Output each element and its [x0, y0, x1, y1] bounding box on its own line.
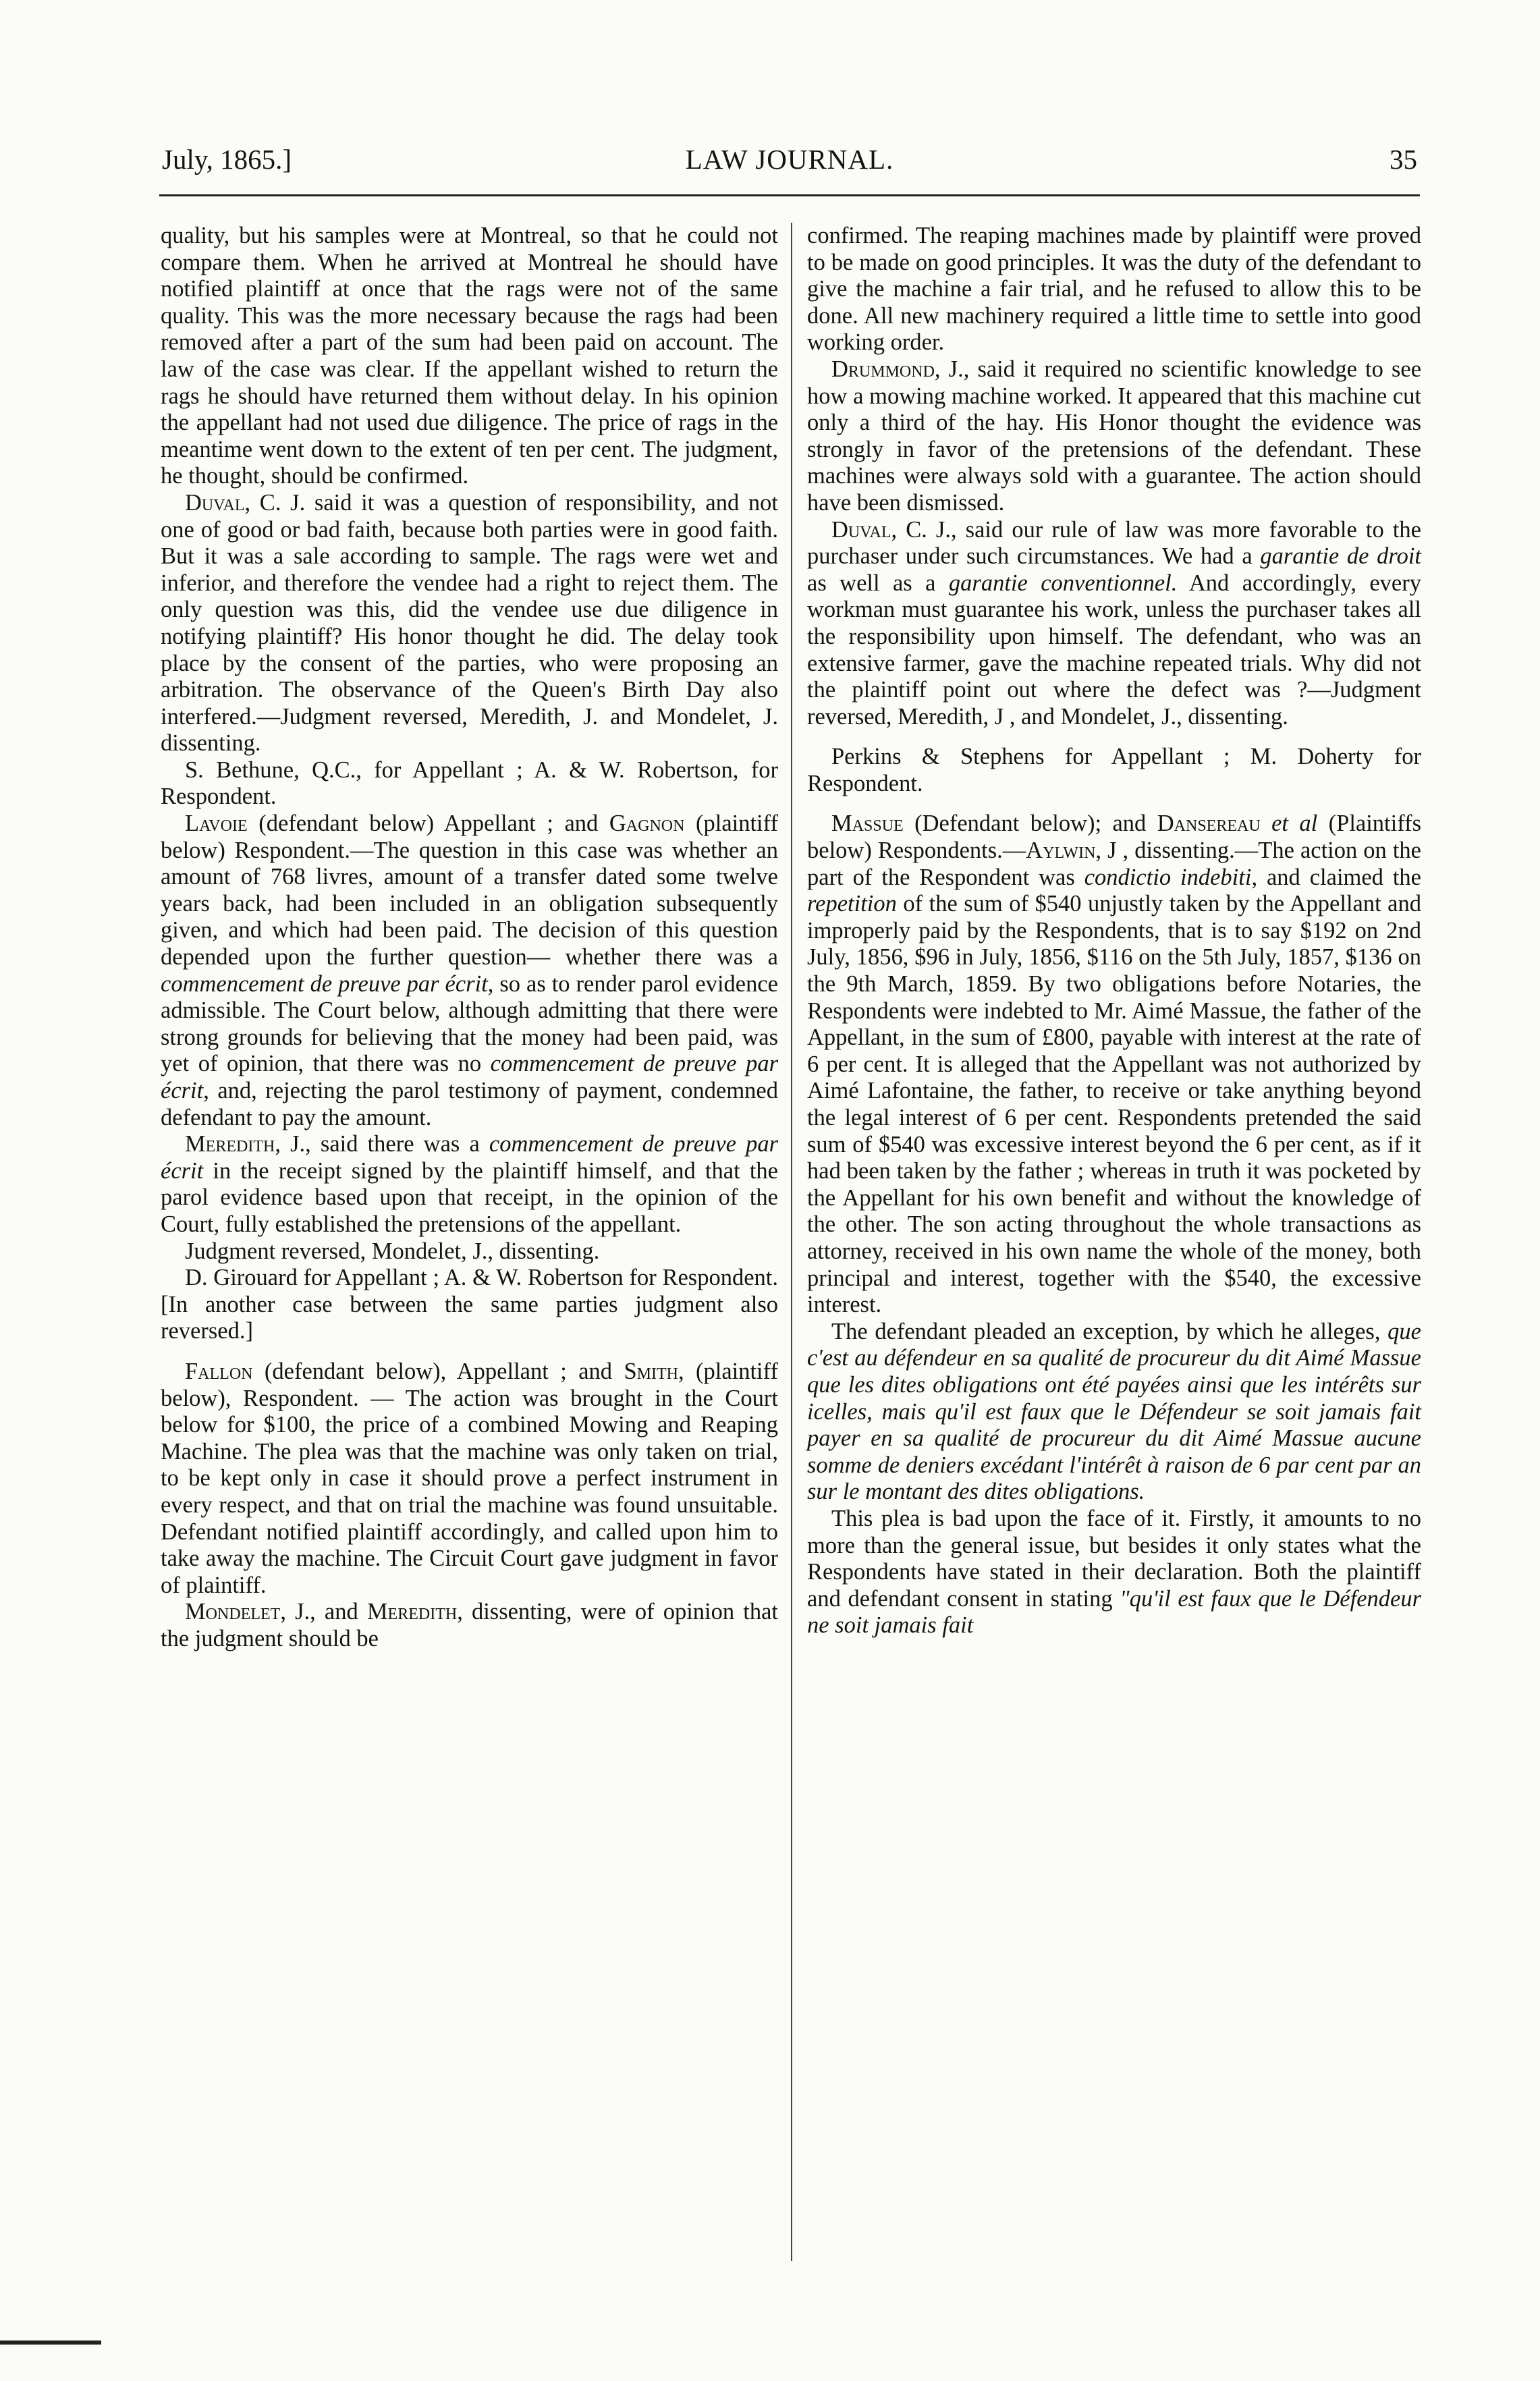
judge-name: Meredith [366, 1599, 458, 1625]
party-name: Fallon [185, 1358, 253, 1384]
paragraph: Duval, C. J., said our rule of law was more favorable to the purchaser under such circumstances. We had a garantie de droit as well as a garantie conventionnel. And accordingly, every workman must guarantee his work, unless the purchaser takes all the responsibility upon himself. The defendant, who was an extensive farmer, gave the machine repeated trials. Why did not the plaintiff point out where the defect was ?—Judgment reversed, Meredith, J , and Mondelet, J., dissenting. [807, 516, 1421, 730]
case-heading: Fallon (defendant below), Appellant ; and Smith, (plaintiff below), Respondent. — The action was brought in the Court below for $100, the price of a combined Mowing and Reaping Machine. The plea was that the machine was only taken on trial, to be kept only in case it should prove a perfect instrument in every respect, and that on trial the machine was found unsuitable. Defendant notified plaintiff accordingly, and called upon him to take away the machine. The Circuit Court gave judgment in favor of plaintiff. [161, 1358, 779, 1598]
judge-name: Aylwin [1026, 838, 1096, 864]
judge-name: Duval, C. J. [831, 516, 951, 543]
party-name: Massue [831, 811, 904, 837]
right-column [807, 223, 1421, 1639]
column-divider [791, 223, 792, 2261]
counsel-line: D. Girouard for Appellant ; A. & W. Robertson for Respondent. [In another case between the same parties judgment also reversed.] [161, 1265, 778, 1344]
page-number: 35 [1390, 144, 1417, 175]
scan-edge-mark [0, 2341, 101, 2345]
case-heading: Massue (Defendant below); and Dansereau et al (Plaintiffs below) Respondents.—Aylwin, J , dissenting.—The action on the part of the Respondent was condictio indebiti, and claimed the repetition of the sum of $540 unjustly taken by the Appellant and improperly paid by the Respondents, that is to say $192 on 2nd July, 1856, $96 in July, 1856, $116 on the 5th July, 1857, $136 on the 9th March, 1859. By two obligations before Notaries, the Respondents were indebted to Mr. Aimé Massue, the father of the Appellant, in the sum of £800, payable with interest at the rate of 6 per cent. It is alleged that the Appellant was not authorized by Aimé Lafontaine, the father, to receive or take anything beyond the legal interest of 6 per cent. Respondents pretended the said sum of $540 was excessive interest beyond the 6 per cent, as if it had been taken by the father ; whereas in truth it was pocketed by the Appellant for his own benefit and without the knowledge of the other. The son acting throughout the whole transactions as attorney, received in his own name the whole of the money, both principal and interest, together with the $540, the excessive interest. [807, 811, 1422, 1318]
paragraph: confirmed. The reaping machines made by plaintiff were proved to be made on good principles. It was the duty of the defendant to give the machine a fair trial, and he refused to allow this to be done. All new machinery required a little time to settle into good working order. [807, 223, 1421, 356]
judgment-line: Judgment reversed, Mondelet, J., dissenting. [185, 1238, 600, 1264]
case-heading: Lavoie (defendant below) Appellant ; and Gagnon (plaintiff below) Respondent.—The question in this case was whether an amount of 768 livres, amount of a transfer dated some twelve years back, had been included in an obligation subsequently given, and which had been paid. The decision of this question depended upon the further question— whether there was a commencement de preuve par écrit, so as to render parol evidence admissible. The Court below, although admitting that there were strong grounds for believing that the money had been paid, was yet of opinion, that there was no commencement de preuve par écrit, and, rejecting the parol testimony of payment, condemned defendant to pay the amount. [161, 811, 778, 1130]
paragraph: Drummond, J., said it required no scientific knowledge to see how a mowing machine worked. It appeared that this machine cut only a third of the hay. His Honor thought the evidence was strongly in favor of the pretensions of the defendant. These machines were always sold with a guarantee. The action should have been dismissed. [807, 356, 1422, 516]
left-column [161, 223, 778, 1652]
french-quotation: "qu'il est faux que le Défendeur ne soit jamais fait [807, 1585, 1421, 1639]
paragraph: Meredith, J., said there was a commencement de preuve par écrit in the receipt signed by the plaintiff himself, and that the parol evidence based upon that receipt, in the opinion of the Court, fully established the pretensions of the appellant. [161, 1131, 779, 1237]
judge-name: Duval, C. J. [185, 489, 306, 516]
journal-title: LAW JOURNAL. [685, 144, 894, 175]
paragraph: Mondelet, J., and Meredith, dissenting, were of opinion that the judgment should be [161, 1599, 778, 1651]
judge-name: Meredith, J. [185, 1131, 306, 1157]
french-quotation: que c'est au défendeur en sa qualité de procureur du dit Aimé Massue que les dites obligations ont été payées ainsi que les intérêts sur icelles, mais qu'il est faux que le Défendeur se soit jamais fait payer en sa qualité de procureur du dit Aimé Massue aucune somme de deniers excédant l'intérêt à raison de 6 par cent par an sur le montant des dites obligations. [807, 1318, 1421, 1505]
header-rule [159, 194, 1420, 196]
party-name: Gagnon [609, 811, 685, 837]
counsel-line: Perkins & Stephens for Appellant ; M. Doherty for Respondent. [807, 744, 1421, 796]
counsel-line: S. Bethune, Q.C., for Appellant ; A. & W. Robertson, for Respondent. [161, 757, 778, 810]
judge-name: Mondelet [185, 1599, 281, 1625]
header-date: July, 1865.] [162, 144, 292, 175]
paragraph: This plea is bad upon the face of it. Firstly, it amounts to no more than the general issue, but besides it only states what the Respondents have stated in their declaration. Both the plaintiff and defendant consent in stating "qu'il est faux que le Défendeur ne soit jamais fait [807, 1505, 1421, 1639]
paragraph: Duval, C. J. said it was a question of responsibility, and not one of good or bad faith, because both parties were in good faith. But it was a sale according to sample. The rags were wet and inferior, and therefore the vendee had a right to reject them. The only question was this, did the vendee use due diligence in notifying plaintiff? His honor thought he did. The delay took place by the consent of the parties, who were proposing an arbitration. The observance of the Queen's Birth Day also interfered.—Judgment reversed, Meredith, J. and Mondelet, J. dissenting. [161, 489, 778, 757]
paragraph: The defendant pleaded an exception, by which he alleges, que c'est au défendeur en sa qualité de procureur du dit Aimé Massue que les dites obligations ont été payées ainsi que les intérêts sur icelles, mais qu'il est faux que le Défendeur se soit jamais fait payer en sa qualité de procureur du dit Aimé Massue aucune somme de deniers excédant l'intérêt à raison de 6 par cent par an sur le montant des dites obligations. [807, 1318, 1421, 1505]
judge-name: Drummond, J. [831, 356, 964, 382]
running-header [162, 143, 1417, 184]
party-name: Smith [624, 1358, 678, 1384]
party-name: Lavoie [185, 811, 248, 837]
party-name: Dansereau [1157, 811, 1261, 837]
paragraph: quality, but his samples were at Montreal, so that he could not compare them. When he arrived at Montreal he should have notified plaintiff at once that the rags were not of the same quality. This was the more necessary because the rags had been removed after a part of the sum had been paid on account. The law of the case was clear. If the appellant wished to return the rags he should have returned them without delay. In his opinion the appellant had not used due diligence. The price of rags in the meantime went down to the extent of ten per cent. The judgment, he thought, should be confirmed. [161, 223, 778, 489]
